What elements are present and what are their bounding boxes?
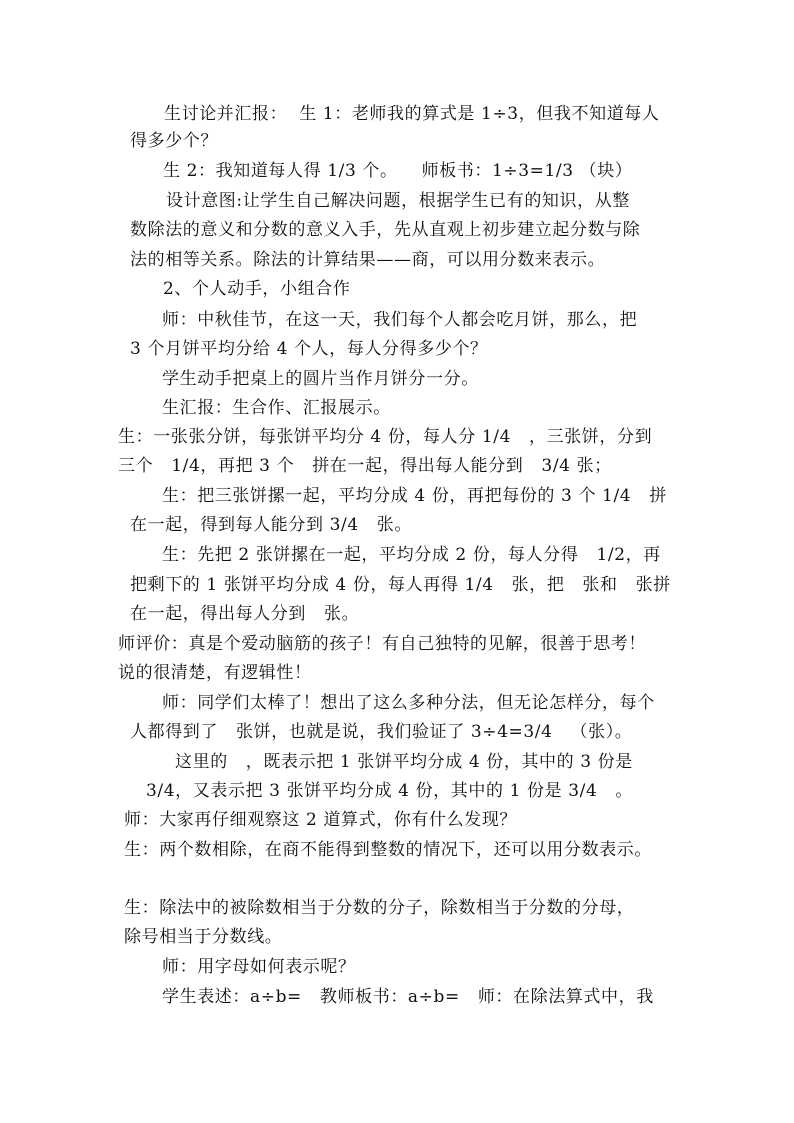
text-line-14: 生：把三张饼摞一起，平均分成 4 份，再把每份的 3 个 1/4 拼 bbox=[162, 486, 667, 506]
text-line-24: 3/4，又表示把 3 张饼平均分成 4 份，其中的 1 份是 3/4 。 bbox=[146, 781, 634, 801]
text-line-30: 学生表述：a÷b= 教师板书：a÷b= 师：在除法算式中，我 bbox=[162, 987, 654, 1007]
text-line-17: 把剩下的 1 张饼平均分成 4 份，每人再得 1/4 张，把 张和 张拼 bbox=[130, 575, 671, 595]
text-line-21: 师：同学们太棒了！想出了这么多种分法，但无论怎样分，每个 bbox=[162, 693, 655, 713]
text-line-16: 生：先把 2 张饼摞在一起，平均分成 2 份，每人分得 1/2，再 bbox=[162, 545, 661, 565]
text-line-7: 2、个人动手，小组合作 bbox=[163, 279, 351, 299]
text-line-13: 三个 1/4，再把 3 个 拼在一起，得出每人能分到 3/4 张； bbox=[118, 456, 612, 476]
text-line-12: 生：一张张分饼，每张饼平均分 4 份，每人分 1/4 ，三张饼，分到 bbox=[118, 427, 653, 447]
text-line-11: 生汇报：生合作、汇报展示。 bbox=[162, 398, 391, 418]
text-line-4: 设计意图:让学生自己解决问题，根据学生已有的知识，从整 bbox=[166, 191, 630, 211]
text-line-20: 说的很清楚，有逻辑性！ bbox=[118, 663, 312, 683]
text-line-1: 生讨论并汇报： 生 1：老师我的算式是 1÷3，但我不知道每人 bbox=[164, 104, 660, 124]
text-line-26: 生：两个数相除，在商不能得到整数的情况下，还可以用分数表示。 bbox=[124, 840, 652, 860]
text-line-10: 学生动手把桌上的圆片当作月饼分一分。 bbox=[162, 369, 479, 389]
text-line-25: 师：大家再仔细观察这 2 道算式，你有什么发现？ bbox=[124, 810, 518, 830]
text-line-8: 师：中秋佳节，在这一天，我们每个人都会吃月饼，那么，把 bbox=[162, 310, 638, 330]
text-line-22: 人都得到了 张饼，也就是说，我们验证了 3÷4=3/4 （张）。 bbox=[130, 722, 633, 742]
text-line-19: 师评价：真是个爱动脑筋的孩子！有自己独特的见解，很善于思考！ bbox=[118, 634, 646, 654]
text-line-6: 法的相等关系。除法的计算结果——商，可以用分数来表示。 bbox=[130, 250, 606, 270]
text-line-29: 师：用字母如何表示呢？ bbox=[162, 957, 356, 977]
text-line-9: 3 个月饼平均分给 4 个人，每人分得多少个？ bbox=[130, 339, 488, 359]
text-line-23: 这里的 ，既表示把 1 张饼平均分成 4 份，其中的 3 份是 bbox=[175, 752, 633, 772]
text-line-15: 在一起，得到每人能分到 3/4 张。 bbox=[130, 515, 412, 535]
text-line-18: 在一起，得出每人分到 张。 bbox=[130, 604, 360, 624]
text-line-3: 生 2：我知道每人得 1/3 个。 师板书：1÷3=1/3 （块） bbox=[163, 161, 633, 181]
text-line-2: 得多少个？ bbox=[130, 131, 218, 151]
text-line-27: 生：除法中的被除数相当于分数的分子，除数相当于分数的分母， bbox=[124, 898, 635, 918]
text-line-5: 数除法的意义和分数的意义入手，先从直观上初步建立起分数与除 bbox=[130, 220, 641, 240]
text-line-28: 除号相当于分数线。 bbox=[124, 927, 283, 947]
